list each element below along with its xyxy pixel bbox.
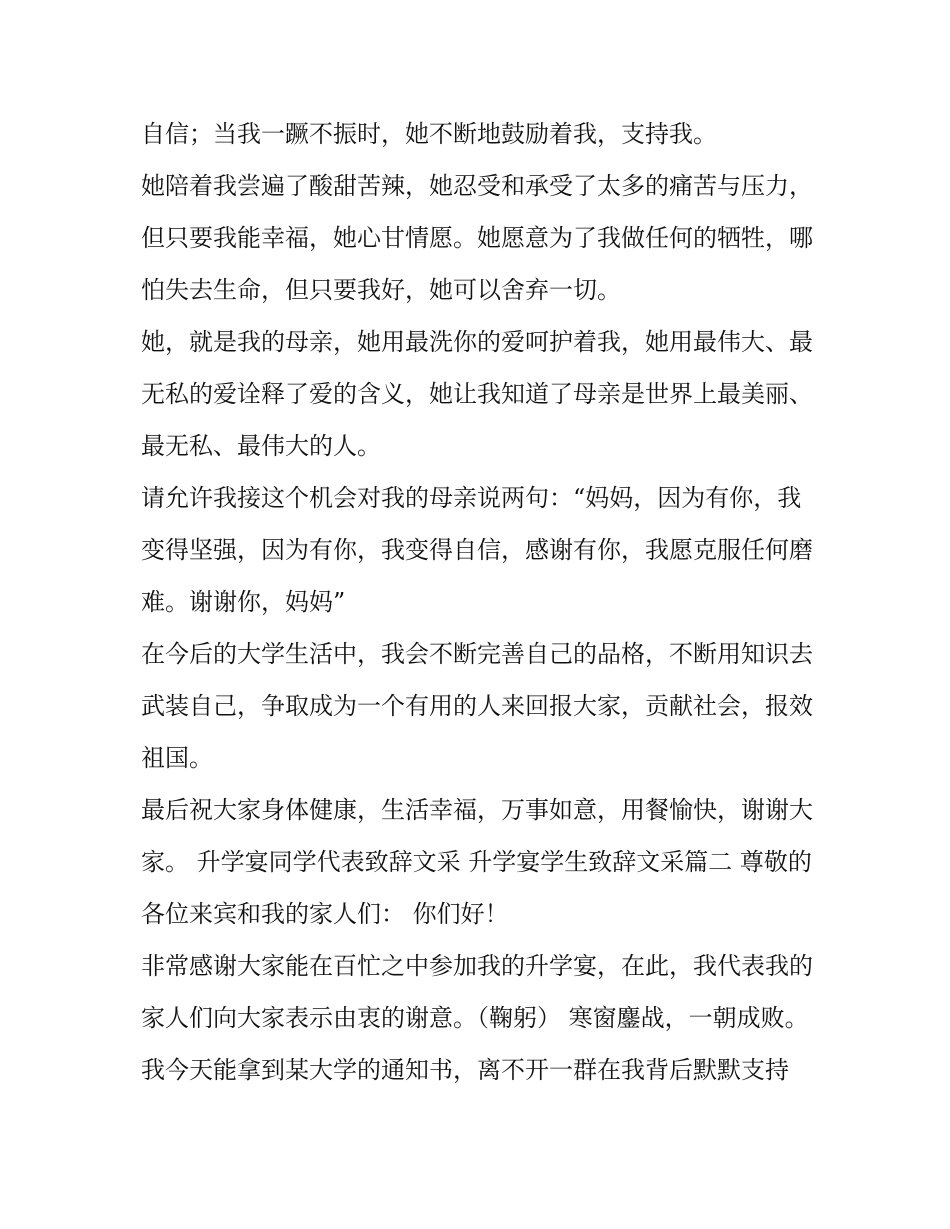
document-body xyxy=(141,108,821,1096)
paragraph-5: 在今后的大学生活中，我会不断完善自己的品格，不断用知识去武装自己，争取成为一个有用的人来回报大家，贡献社会，报效祖国。 xyxy=(141,640,813,772)
paragraph-4: 请允许我接这个机会对我的母亲说两句：“妈妈，因为有你，我变得坚强，因为有你，我变得自信，感谢有你，我愿克服任何磨难。谢谢你，妈妈” xyxy=(141,484,813,616)
paragraph-8: 我今天能拿到某大学的通知书，离不开一群在我背后默默支持 xyxy=(141,1056,789,1084)
paragraph-7: 非常感谢大家能在百忙之中参加我的升学宴，在此，我代表我的家人们向大家表示由衷的谢意。（鞠躬） 寒窗鏖战，一朝成败。 xyxy=(141,952,813,1032)
paragraph-2: 她陪着我尝遍了酸甜苦辣，她忍受和承受了太多的痛苦与压力，但只要我能幸福，她心甘情愿。她愿意为了我做任何的牺牲，哪怕失去生命，但只要我好，她可以舍弃一切。 xyxy=(141,172,813,304)
paragraph-3: 她，就是我的母亲，她用最洗你的爱呵护着我，她用最伟大、最无私的爱诠释了爱的含义，她让我知道了母亲是世界上最美丽、最无私、最伟大的人。 xyxy=(141,328,813,460)
paragraph-1: 自信；当我一蹶不振时，她不断地鼓励着我，支持我。 xyxy=(141,120,717,148)
paragraph-6: 最后祝大家身体健康，生活幸福，万事如意，用餐愉快，谢谢大家。 升学宴同学代表致辞文采 升学宴学生致辞文采篇二 尊敬的各位来宾和我的家人们： 你们好！ xyxy=(141,796,813,928)
